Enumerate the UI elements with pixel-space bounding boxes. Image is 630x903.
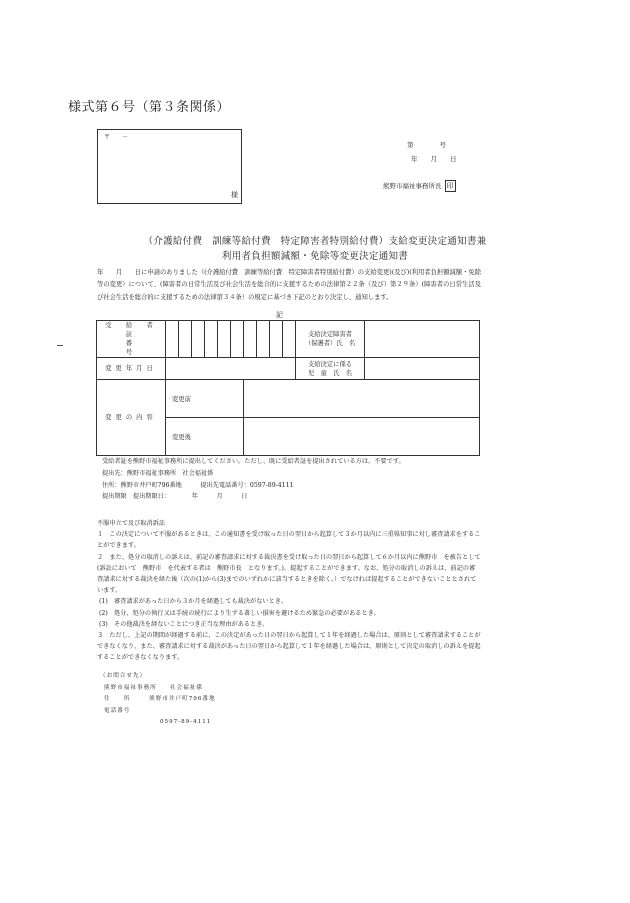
doc-date: 年 月 日 [411, 155, 457, 163]
guardian-label-1: 支給決定障害者 [307, 331, 353, 338]
number-cell[interactable] [205, 321, 218, 358]
appeal-subitem: (1) 審査請求があった日から３か月を経過しても裁決がないとき。 [99, 598, 287, 606]
child-label-2: 児 童 氏 名 [307, 369, 353, 377]
child-label [296, 358, 365, 380]
notice-line-1: 受給者証を熊野市福祉事務所に提出してください。ただし、既に受給者証を提出されている方は、不要です。 [102, 458, 405, 465]
recipient-number-label-1: 受 給 者 証 [105, 322, 168, 338]
address-label: 住 所 [104, 696, 131, 702]
number-cell[interactable] [166, 321, 179, 358]
appeal-subitem: (3) その他裁決を経ないことにつき正当な理由があるとき。 [99, 620, 269, 628]
notice-line-3: 住所：熊野市井戸町796番地 提出先電話番号：0597-89-4111 [102, 481, 294, 489]
notice-line-2: 提出先：熊野市福祉事務所 社会福祉係 [102, 469, 214, 477]
guardian-name-field[interactable] [365, 321, 480, 358]
appeal-subitem: (2) 処分、処分の執行又は手続の続行により生ずる著しい損害を避けるため緊急の必要があるとき。 [99, 609, 380, 617]
recipient-number-label-2: 番 号 [125, 340, 188, 356]
child-name-field[interactable] [365, 358, 480, 380]
address-box [97, 129, 242, 204]
guardian-label-2: （保護者）氏 名 [304, 340, 356, 347]
before-field[interactable] [244, 380, 480, 418]
after-field[interactable] [244, 418, 480, 456]
change-date-field[interactable] [166, 358, 296, 380]
appeal-section [97, 518, 481, 664]
doc-number: 第 号 [407, 141, 446, 149]
postal-mark: 〒 － [104, 134, 129, 141]
body-paragraph: 年 月 日に申請のありました（(介護給付費 訓練等給付費 特定障害者特別給付費）の支給変更)(及び)(利用者負担額減額・免除等の変更）について、(障害者の日常生活及び社会生活を総合的に支援するための法律第２２条（及び）第２９条）(障害者の日常生活及び社会生活を総合的に支援するための法律第３４条）の規定に基づき下記のとおり決定し、通知します。 [97, 269, 481, 301]
number-cell[interactable] [257, 321, 270, 358]
appeal-item: ２ また、処分の取消しの訴えは、前記の審査請求に対する裁決書を受け取った日の翌日から起算して６か月以内に熊野市 を被告として(訴訟において 熊野市 を代表する者は 熊野市長 となります。)、提起することができます。なお、処分の取消しの訴えは、前記の審査請求に対する裁決を経た後（次の(1)から(3)までのいずれかに該当するときを除く。）でなければ提起することができないこととされています。 [97, 553, 481, 595]
child-label-1: 支給決定に係る [307, 360, 353, 368]
appeal-item: １ この決定について不服があるときは、この通知書を受け取った日の翌日から起算して３か月以内に三重県知事に対し審査請求をすることができます。 [97, 531, 481, 550]
ki-mark: 記 [276, 311, 283, 319]
number-cell[interactable] [283, 321, 296, 358]
seal-mark: 印 [446, 182, 454, 190]
document-title-line2: 利用者負担額減額・免除等変更決定通知書 [221, 251, 409, 262]
form-title: 様式第６号（第３条関係） [68, 100, 231, 115]
number-cell[interactable] [244, 321, 257, 358]
issuer-name: 熊野市福祉事務所長 [383, 182, 442, 190]
honorific: 様 [231, 191, 238, 199]
contact-phone-row [100, 706, 216, 718]
number-cell[interactable] [270, 321, 283, 358]
number-cell[interactable] [231, 321, 244, 358]
after-label: 変更後 [166, 418, 244, 456]
contact-section [100, 671, 216, 729]
address-value: 熊野市井戸町796番地 [149, 696, 216, 702]
submission-notice [102, 456, 405, 503]
document-title-line1: （介護給付費 訓練等給付費 特定障害者特別給付費）支給変更決定通知書兼 [143, 236, 487, 247]
contact-address-row [100, 694, 216, 706]
number-cell[interactable] [218, 321, 231, 358]
margin-tick [57, 345, 63, 346]
change-date-label: 変更年月日 [97, 358, 166, 380]
issuer-line [383, 180, 456, 192]
info-table [96, 320, 480, 456]
guardian-label [296, 321, 365, 358]
phone-value: 0597-89-4111 [160, 719, 212, 725]
before-label: 変更前 [166, 380, 244, 418]
number-cell[interactable] [179, 321, 192, 358]
appeal-heading: 不服申立て及び取消訴訟 [97, 520, 166, 527]
notice-line-4: 提出期限 提出期限日： 年 月 日 [102, 493, 248, 501]
change-content-label: 変更の内容 [97, 380, 166, 456]
number-cell[interactable] [192, 321, 205, 358]
appeal-item: ３ ただし、上記の期間が経過する前に、この決定があった日の翌日から起算して１年を経過した場合は、原則として審査請求することができなくなり、また、審査請求に対する裁決があった日の翌日から起算して１年を経過した場合は、原則として決定の取消しの訴えを提起することができなくなります。 [97, 632, 481, 662]
contact-heading: （お問合せ先） [100, 673, 147, 679]
recipient-number-label [97, 321, 188, 358]
contact-office: 熊野市福祉事務所 社会福祉係 [104, 684, 203, 691]
phone-label: 電話番号 [104, 707, 131, 714]
